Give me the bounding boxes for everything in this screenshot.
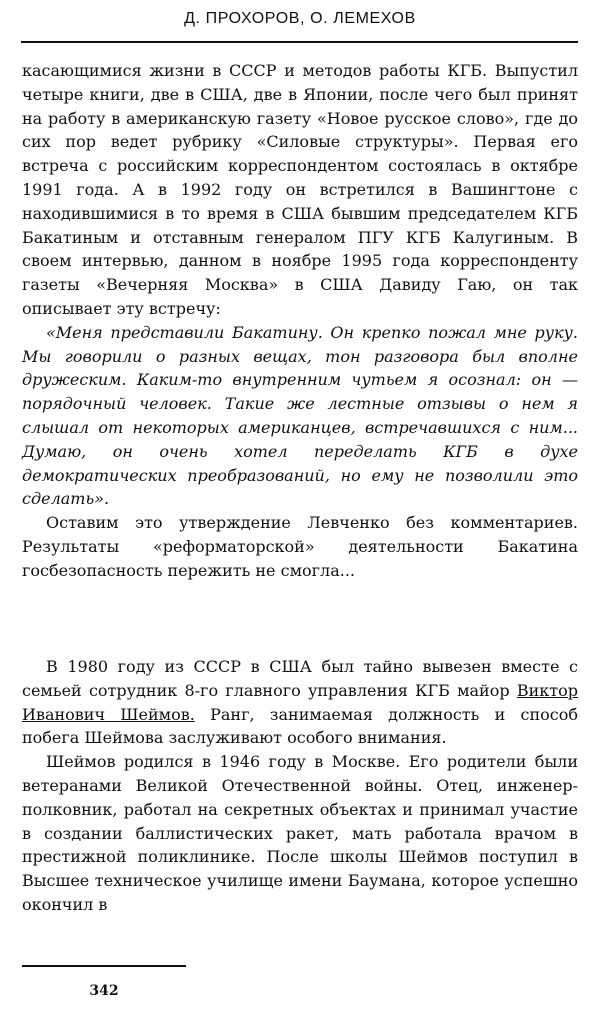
underlined-name: Виктор Иванович Шеймов. [22, 680, 578, 724]
footer-divider [22, 965, 186, 967]
text-block-top [22, 59, 578, 583]
paragraph-continuation: касающимися жизни в СССР и методов работы КГБ. Выпустил четыре книги, две в США, две в Японии, после чего был принят на работу в американскую газету «Новое русское слово», где до сих пор ведет рубрику «Силовые структуры». Первая его встреча с российским корреспондентом состоялась в октябре 1991 года. А в 1992 году он встретился в Вашингтоне с находившимися в то время в США бывшим председателем КГБ Бакатиным и отставным генералом ПГУ КГБ Калугиным. В своем интервью, данном в ноябре 1995 года корреспонденту газеты «Вечерняя Москва» в США Давиду Гаю, он так описывает эту встречу: [22, 61, 578, 318]
paragraph-sheimov-bio: Шеймов родился в 1946 году в Москве. Его родители были ветеранами Великой Отечественной войны. Отец, инженер-полковник, работал на секретных объектах и принимал участие в создании баллистических ракет, мать работала врачом в престижной поликлинике. После школы Шеймов поступил в Высшее техническое училище имени Баумана, которое успешно окончил в [22, 752, 578, 914]
paragraph-comment: Оставим это утверждение Левченко без комментариев. Результаты «реформаторской» деятельности Бакатина госбезопасность пережить не смогла... [22, 513, 578, 580]
paragraph-sheimov-intro [22, 655, 578, 750]
paragraph-sheimov-intro-end: Ранг, занимаемая должность и способ побега Шеймова заслуживают особого внимания. [22, 704, 578, 748]
quote-paragraph: «Меня представили Бакатину. Он крепко пожал мне руку. Мы говорили о разных вещах, тон разговора был вполне дружеским. Каким-то внутренним чутьем я осознал: он — порядочный человек. Такие же лестные отзывы о нем я слышал от некоторых американцев, встречавшихся с ним... Думаю, он очень хотел переделать КГБ в духе демократических преобразований, но ему не позволили это сделать». [22, 322, 578, 509]
header-divider [21, 41, 578, 43]
running-header: Д. ПРОХОРОВ, О. ЛЕМЕХОВ [184, 10, 416, 27]
text-block-bottom [22, 655, 578, 917]
paragraph-sheimov-intro-start: В 1980 году из СССР в США был тайно вывезен вместе с семьей сотрудник 8-го главного управления КГБ майор [22, 657, 578, 700]
page-number: 342 [89, 983, 119, 999]
